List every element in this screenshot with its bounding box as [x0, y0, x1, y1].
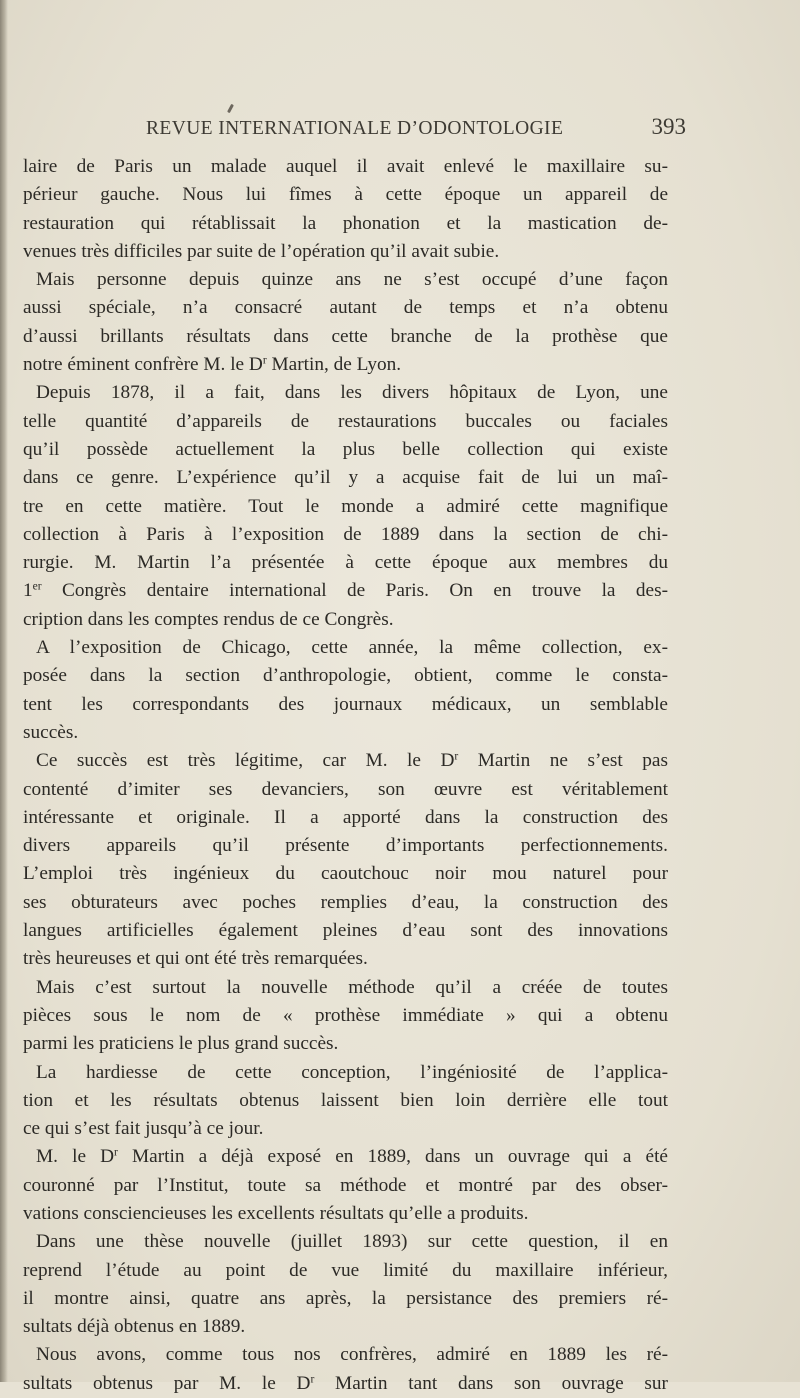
- text-line-content: il montre ainsi, quatre ans après, la persistance des premiers ré-: [23, 1287, 668, 1309]
- text-line: [23, 1200, 668, 1228]
- text-line-content: venues très difficiles par suite de l’opération qu’il avait subie.: [23, 240, 500, 262]
- text-line: [23, 1002, 668, 1030]
- text-line: [23, 889, 668, 917]
- text-line-content: contenté d’imiter ses devanciers, son œuvre est véritablement: [23, 778, 668, 800]
- text-line-content: restauration qui rétablissait la phonation et la mastication de-: [23, 212, 668, 234]
- text-line: [23, 577, 668, 605]
- text-line-content: notre éminent confrère M. le D: [23, 354, 263, 376]
- text-line: [23, 917, 668, 945]
- text-line: [23, 1172, 668, 1200]
- text-line: [23, 294, 668, 322]
- text-line-content: posée dans la section d’anthropologie, obtient, comme le consta-: [23, 665, 668, 687]
- text-line-content: M. le D: [36, 1146, 115, 1168]
- superscript: r: [310, 1372, 315, 1386]
- ink-speck: [227, 104, 234, 113]
- superscript: r: [262, 353, 267, 367]
- text-line-content: langues artificielles également pleines d’eau sont des innovations: [23, 920, 668, 942]
- text-line: [23, 1341, 668, 1369]
- text-line: [23, 1115, 668, 1143]
- text-line-content: tion et les résultats obtenus laissent bien loin derrière elle tout: [23, 1089, 668, 1111]
- text-line-content: vations consciencieuses les excellents résultats qu’elle a produits.: [23, 1202, 529, 1224]
- text-line: [23, 1059, 668, 1087]
- text-line-content: aussi spéciale, n’a consacré autant de temps et n’a obtenu: [23, 297, 668, 319]
- text-line-content: sultats obtenus par M. le D: [23, 1372, 311, 1394]
- text-line: [23, 634, 668, 662]
- text-line: [23, 493, 668, 521]
- text-line-content: périeur gauche. Nous lui fîmes à cette époque un appareil de: [23, 184, 668, 206]
- text-line: [23, 1087, 668, 1115]
- text-line: [23, 776, 668, 804]
- text-line-content: divers appareils qu’il présente d’importants perfectionnements.: [23, 835, 668, 857]
- text-line-content: Mais personne depuis quinze ans ne s’est occupé d’une façon: [36, 269, 668, 291]
- text-line: [23, 1285, 668, 1313]
- text-line-continuation: Martin, de Lyon.: [266, 354, 402, 376]
- text-line: [23, 464, 668, 492]
- text-line: [23, 238, 668, 266]
- text-line-content: La hardiesse de cette conception, l’ingéniosité de l’applica-: [36, 1061, 668, 1083]
- running-title: REVUE INTERNATIONALE D’ODONTOLOGIE: [146, 118, 564, 139]
- text-line: [23, 408, 668, 436]
- text-line-content: d’aussi brillants résultats dans cette branche de la prothèse que: [23, 325, 668, 347]
- text-line: [23, 1313, 668, 1341]
- text-line-content: Depuis 1878, il a fait, dans les divers hôpitaux de Lyon, une: [36, 382, 668, 404]
- page-binding-edge: [0, 0, 8, 1382]
- text-line-continuation: Congrès dentaire international de Paris. On en trouve la des-: [41, 580, 668, 602]
- superscript: r: [114, 1146, 118, 1160]
- text-line-continuation: Martin ne s’est pas: [458, 750, 668, 772]
- text-line-content: Dans une thèse nouvelle (juillet 1893) sur cette question, il en: [36, 1231, 668, 1253]
- text-line-content: Mais c’est surtout la nouvelle méthode qu’il a créée de toutes: [36, 976, 668, 998]
- text-line: [23, 521, 668, 549]
- body-text: [23, 153, 668, 1398]
- text-line: [23, 153, 668, 181]
- text-line: [23, 1228, 668, 1256]
- text-line-content: tent les correspondants des journaux médicaux, un semblable: [23, 693, 668, 715]
- text-line-content: Ce succès est très légitime, car M. le D: [36, 750, 455, 772]
- text-line: [23, 974, 668, 1002]
- text-line: [23, 832, 668, 860]
- text-line-content: L’emploi très ingénieux du caoutchouc noir mou naturel pour: [23, 863, 668, 885]
- text-line: [23, 1030, 668, 1058]
- text-line: [23, 379, 668, 407]
- text-line-continuation: Martin a déjà exposé en 1889, dans un ouvrage qui a été: [117, 1146, 668, 1168]
- text-line-content: reprend l’étude au point de vue limité du maxillaire inférieur,: [23, 1259, 668, 1281]
- text-line: [23, 210, 668, 238]
- superscript: er: [32, 580, 42, 594]
- text-line-content: 1: [23, 580, 33, 602]
- text-line: [23, 691, 668, 719]
- text-line-content: intéressante et originale. Il a apporté dans la construction des: [23, 806, 668, 828]
- text-line-content: pièces sous le nom de « prothèse immédiate » qui a obtenu: [23, 1004, 668, 1026]
- text-line: [23, 549, 668, 577]
- superscript: r: [454, 749, 459, 763]
- text-line-content: tre en cette matière. Tout le monde a admiré cette magnifique: [23, 495, 668, 517]
- text-line: [23, 860, 668, 888]
- text-line: [23, 351, 668, 379]
- page-number: 393: [651, 114, 686, 139]
- text-line-content: qu’il possède actuellement la plus belle collection qui existe: [23, 438, 668, 460]
- text-line-content: A l’exposition de Chicago, cette année, la même collection, ex-: [36, 637, 668, 659]
- text-line: [23, 266, 668, 294]
- text-line-content: laire de Paris un malade auquel il avait enlevé le maxillaire su-: [23, 156, 668, 177]
- text-line: [23, 181, 668, 209]
- text-line-content: très heureuses et qui ont été très remarquées.: [23, 948, 368, 970]
- text-line-continuation: Martin tant dans son ouvrage sur: [314, 1372, 668, 1394]
- text-line-content: parmi les praticiens le plus grand succès.: [23, 1033, 339, 1055]
- text-line: [23, 804, 668, 832]
- text-line-content: rurgie. M. Martin l’a présentée à cette époque aux membres du: [23, 552, 668, 574]
- text-line-content: dans ce genre. L’expérience qu’il y a acquise fait de lui un maî-: [23, 467, 668, 489]
- page-header: [146, 114, 686, 148]
- text-line-content: ses obturateurs avec poches remplies d’eau, la construction des: [23, 891, 668, 913]
- text-line-content: succès.: [23, 721, 79, 743]
- text-line: [23, 1143, 668, 1171]
- text-line: [23, 436, 668, 464]
- text-line-content: cription dans les comptes rendus de ce Congrès.: [23, 608, 394, 630]
- text-line: [23, 1370, 668, 1398]
- text-line-content: telle quantité d’appareils de restaurations buccales ou faciales: [23, 410, 668, 432]
- text-line-content: collection à Paris à l’exposition de 1889 dans la section de chi-: [23, 523, 668, 545]
- text-line: [23, 323, 668, 351]
- text-line-content: Nous avons, comme tous nos confrères, admiré en 1889 les ré-: [36, 1344, 668, 1366]
- text-line-content: ce qui s’est fait jusqu’à ce jour.: [23, 1118, 264, 1140]
- text-line-content: sultats déjà obtenus en 1889.: [23, 1316, 246, 1338]
- text-line: [23, 719, 668, 747]
- text-line-content: couronné par l’Institut, toute sa méthode et montré par des obser-: [23, 1174, 668, 1196]
- text-line: [23, 606, 668, 634]
- text-line: [23, 945, 668, 973]
- text-line: [23, 747, 668, 775]
- text-line: [23, 1257, 668, 1285]
- text-line: [23, 662, 668, 690]
